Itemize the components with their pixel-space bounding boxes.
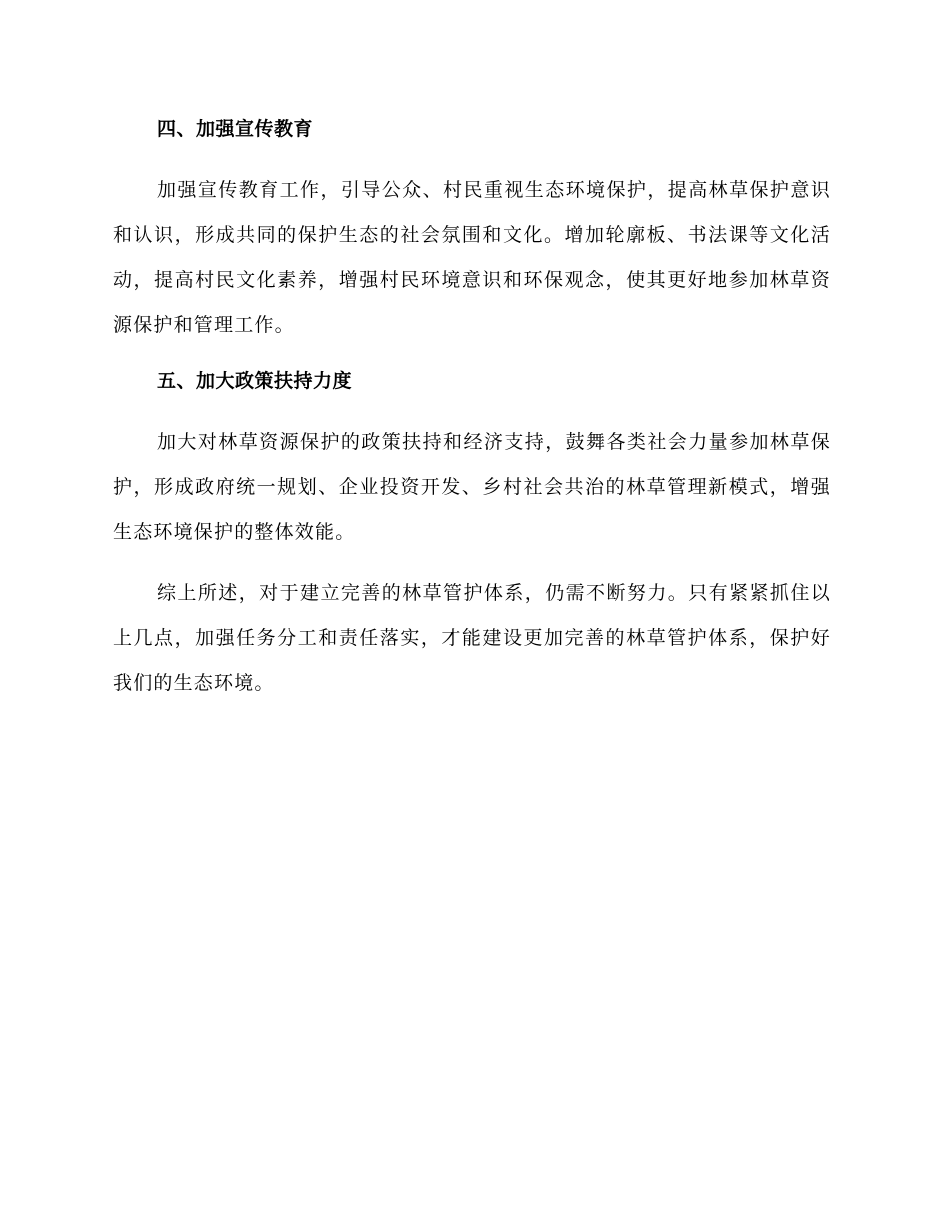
paragraph-publicity-education: 加强宣传教育工作，引导公众、村民重视生态环境保护，提高林草保护意识和认识，形成共同的保护生态的社会氛围和文化。增加轮廓板、书法课等文化活动，提高村民文化素养，增强村民环境意识和环保观念，使其更好地参加林草资源保护和管理工作。 — [113, 179, 831, 336]
document-body — [113, 112, 831, 706]
section-heading-5: 五、加大政策扶持力度 — [157, 370, 353, 392]
section-heading-4: 四、加强宣传教育 — [157, 118, 314, 140]
paragraph-conclusion: 综上所述，对于建立完善的林草管护体系，仍需不断努力。只有紧紧抓住以上几点，加强任务分工和责任落实，才能建设更加完善的林草管护体系，保护好我们的生态环境。 — [113, 582, 831, 694]
paragraph-policy-support: 加大对林草资源保护的政策扶持和经济支持，鼓舞各类社会力量参加林草保护，形成政府统一规划、企业投资开发、乡村社会共治的林草管理新模式，增强生态环境保护的整体效能。 — [113, 431, 831, 543]
